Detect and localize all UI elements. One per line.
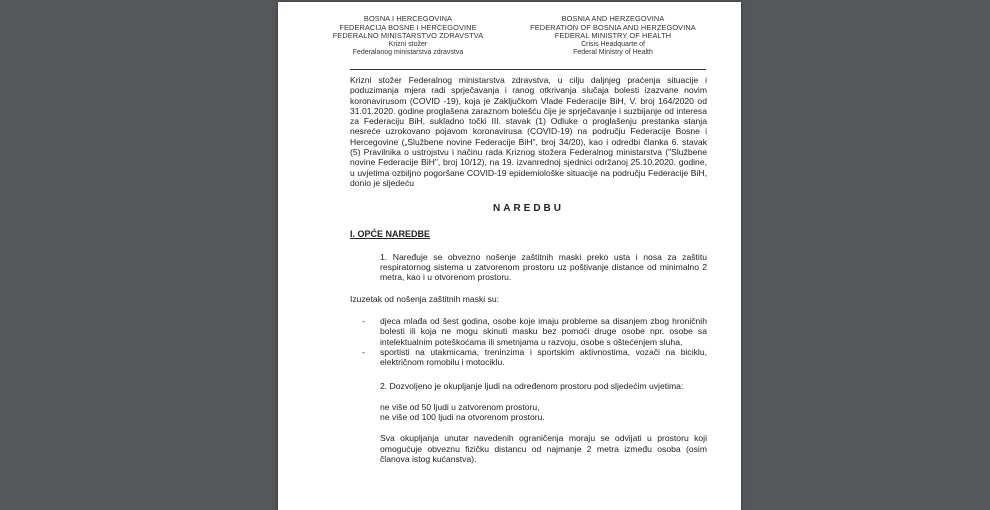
order-item-1: 1. Naređuje se obvezno nošenje zaštitnih maski preko usta i nosa za zaštitu respiratornog sistema u zatvorenom prostoru uz poštivanje distance od minimalno 2 metra, kao i u otvorenom prostoru. bbox=[380, 251, 707, 283]
header-right-line: FEDERATION OF BOSNIA AND HERZEGOVINA bbox=[530, 22, 696, 32]
header-left bbox=[318, 15, 498, 58]
header-left-line: BOSNA I HERCEGOVINA bbox=[363, 14, 453, 23]
header-left-line: Federalanog ministarstva zdravstva bbox=[352, 49, 464, 56]
exception-text: sportisti na utakmicama, treninzima i sportskim aktivnostima, vozači na biciklu, električnom romobilu i motociklu. bbox=[380, 346, 707, 368]
document-page bbox=[278, 2, 741, 510]
exceptions-list bbox=[350, 316, 707, 367]
exception-text: djeca mlađa od šest godina, osobe koje imaju probleme sa disanjem zbog hroničnih bolesti ili koja ne mogu skinuti masku bez pomoći druge osobe npr. osobe sa intelektualnim poteškoćama ili smetnjama u razvoju, osobe s oštećenjem sluha, bbox=[380, 316, 707, 347]
limit-item: ne više od 100 ljudi na otvorenom prostoru. bbox=[380, 412, 545, 423]
limits-list bbox=[380, 402, 707, 423]
exceptions-label: Izuzetak od nošenja zaštitnih maski su: bbox=[350, 293, 500, 304]
header-right bbox=[523, 15, 703, 58]
closing-paragraph: Sva okupljanja unutar navedenih ograničenja moraju se odvijati u prostoru koji omogućuje obveznu fizičku distancu od najmanje 2 metra između osoba (osim članova istog kućanstva). bbox=[380, 433, 707, 465]
exception-item bbox=[350, 347, 707, 368]
document-title: NAREDBU bbox=[493, 203, 564, 215]
intro-paragraph: Krizni stožer Federalnog ministarstva zdravstva, u cilju daljnjeg praćenja situacije i poduzimanja mjera radi sprječavanja i ranog otkrivanja slučaja bolesti izazvane novim koronavirusom (COVID -19), koja je Zaključkom Vlade Federacije BiH, V. broj 164/2020 od 31.01.2020. godine proglašena zaraznom bolešću čije je sprječavanje i suzbijanje od interesa za Federaciju BiH, sukladno točki III. stavak (1) Odluke o proglašenju prestanka stanja nesreće uzrokovano pojavom koronavirusa (COVID-19) na području Federacije Bosne i Hercegovine („Službene novine Federacije BiH", broj 34/20), kao i odredbi članka 6. stavak (5) Pravilnika o ustrojstvu i načinu rada Kriznog stožera Federalnog ministarstva ("Službene novine Federacije BiH", broj 10/12), na 19. izvanrednoj sjednici održanoj 25.10.2020. godine, u uvjetima ozbiljno pogoršane COVID-19 epidemiološke situacije na području Federacije BiH, donio je sljedeću bbox=[350, 75, 707, 188]
bullet-dash: - bbox=[362, 316, 365, 327]
document-body bbox=[350, 75, 707, 464]
order-item-2: 2. Dozvoljeno je okupljanje ljudi na određenom prostoru pod sljedećim uvjetima: bbox=[380, 380, 684, 391]
header-left-line: FEDERACIJA BOSNE I HERCEGOVINE bbox=[339, 22, 477, 32]
header-divider bbox=[350, 69, 706, 70]
header-right-line: Crisis Headquarte of bbox=[581, 40, 645, 48]
header-right-line: BOSNIA AND HERZEGOVINA bbox=[561, 14, 665, 23]
exception-item bbox=[350, 316, 707, 347]
bullet-dash: - bbox=[362, 346, 365, 357]
header-right-line: Federal Ministry of Health bbox=[573, 49, 653, 56]
section-title: I. OPĆE NAREDBE bbox=[350, 228, 431, 239]
header-right-line: FEDERAL MINISTRY OF HEALTH bbox=[554, 31, 672, 40]
header-left-line: Krizni stožer bbox=[388, 40, 428, 48]
limit-item: ne više od 50 ljudi u zatvorenom prostoru, bbox=[380, 401, 540, 412]
header-left-line: FEDERALNO MINISTARSTVO ZDRAVSTVA bbox=[332, 31, 484, 40]
